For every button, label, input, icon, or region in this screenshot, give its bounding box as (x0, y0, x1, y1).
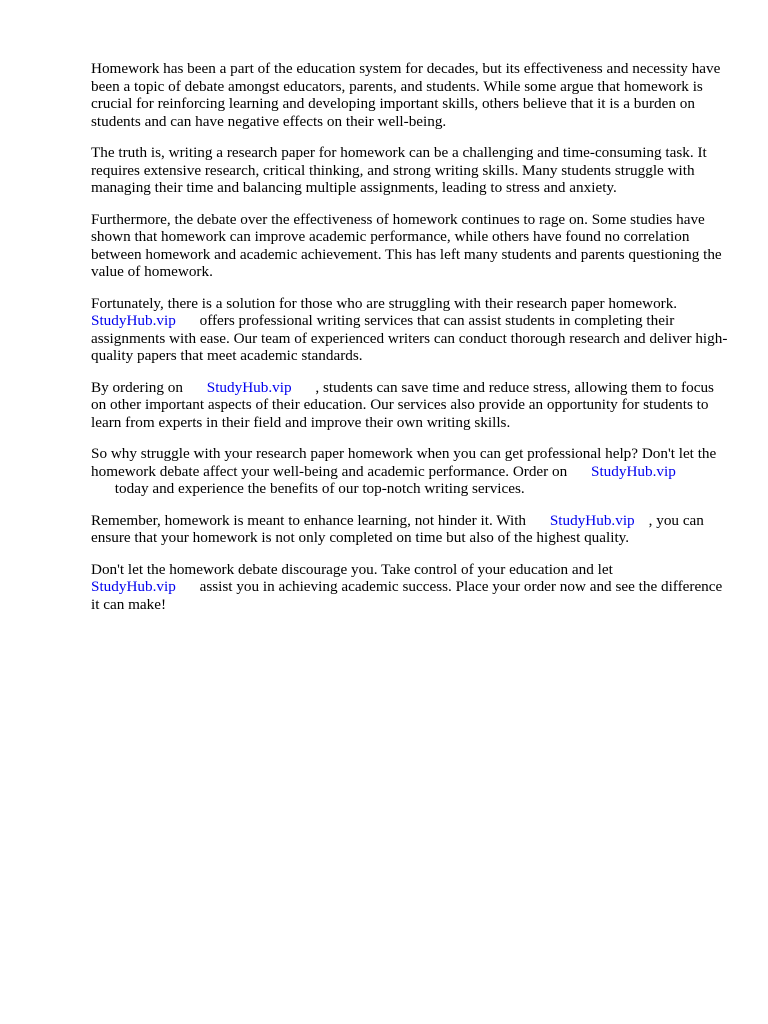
paragraph-8-text-after: assist you in achieving academic success. Place your order now and see the difference it can make! (91, 578, 723, 613)
paragraph-4 (91, 295, 731, 365)
studyhub-link[interactable]: StudyHub.vip (91, 578, 176, 595)
paragraph-4-text-after: offers professional writing services that can assist students in completing their assignments with ease. Our team of experienced writers can conduct thorough research and deliver high-quality papers that meet academic standards. (91, 312, 728, 364)
paragraph-5 (91, 379, 731, 432)
studyhub-link[interactable]: StudyHub.vip (591, 462, 676, 480)
paragraph-5-text-before: By ordering on (91, 378, 183, 396)
studyhub-link[interactable]: StudyHub.vip (206, 378, 292, 396)
paragraph-6-text-before: So why struggle with your research paper homework when you can get professional help? Don't let the homework debate affect your well-being and academic performance. Order on (91, 445, 717, 480)
paragraph-7-text-after: , you can ensure that your homework is not only completed on time but also of the highest quality. (91, 511, 704, 546)
paragraph-7-text-before: Remember, homework is meant to enhance learning, not hinder it. With (91, 511, 527, 529)
document-body (91, 60, 731, 627)
paragraph-3: Furthermore, the debate over the effectiveness of homework continues to rage on. Some studies have shown that homework can improve academic performance, while others have found no correlation between homework and academic achievement. This has left many students and parents questioning the value of homework. (91, 210, 722, 280)
studyhub-link[interactable]: StudyHub.vip (91, 312, 176, 329)
paragraph-2: The truth is, writing a research paper for homework can be a challenging and time-consuming task. It requires extensive research, critical thinking, and strong writing skills. Many students struggle with managing their time and balancing multiple assignments, leading to stress and anxiety. (91, 144, 707, 196)
paragraph-7 (91, 512, 731, 547)
studyhub-link[interactable]: StudyHub.vip (549, 511, 635, 529)
paragraph-6 (91, 445, 731, 498)
paragraph-8 (91, 561, 731, 614)
paragraph-8-text-before: Don't let the homework debate discourage you. Take control of your education and let (91, 560, 613, 578)
paragraph-4-text-before: Fortunately, there is a solution for those who are struggling with their research paper homework. (91, 294, 678, 312)
paragraph-1: Homework has been a part of the education system for decades, but its effectiveness and necessity have been a topic of debate amongst educators, parents, and students. While some argue that homework is crucial for reinforcing learning and developing important skills, others believe that it is a burden on students and can have negative effects on their well-being. (91, 60, 721, 130)
paragraph-6-text-after: today and experience the benefits of our top-notch writing services. (114, 480, 525, 497)
paragraph-5-text-after: , students can save time and reduce stress, allowing them to focus on other important aspects of their education. Our services also provide an opportunity for students to learn from experts in their field and improve their own writing skills. (91, 378, 714, 431)
